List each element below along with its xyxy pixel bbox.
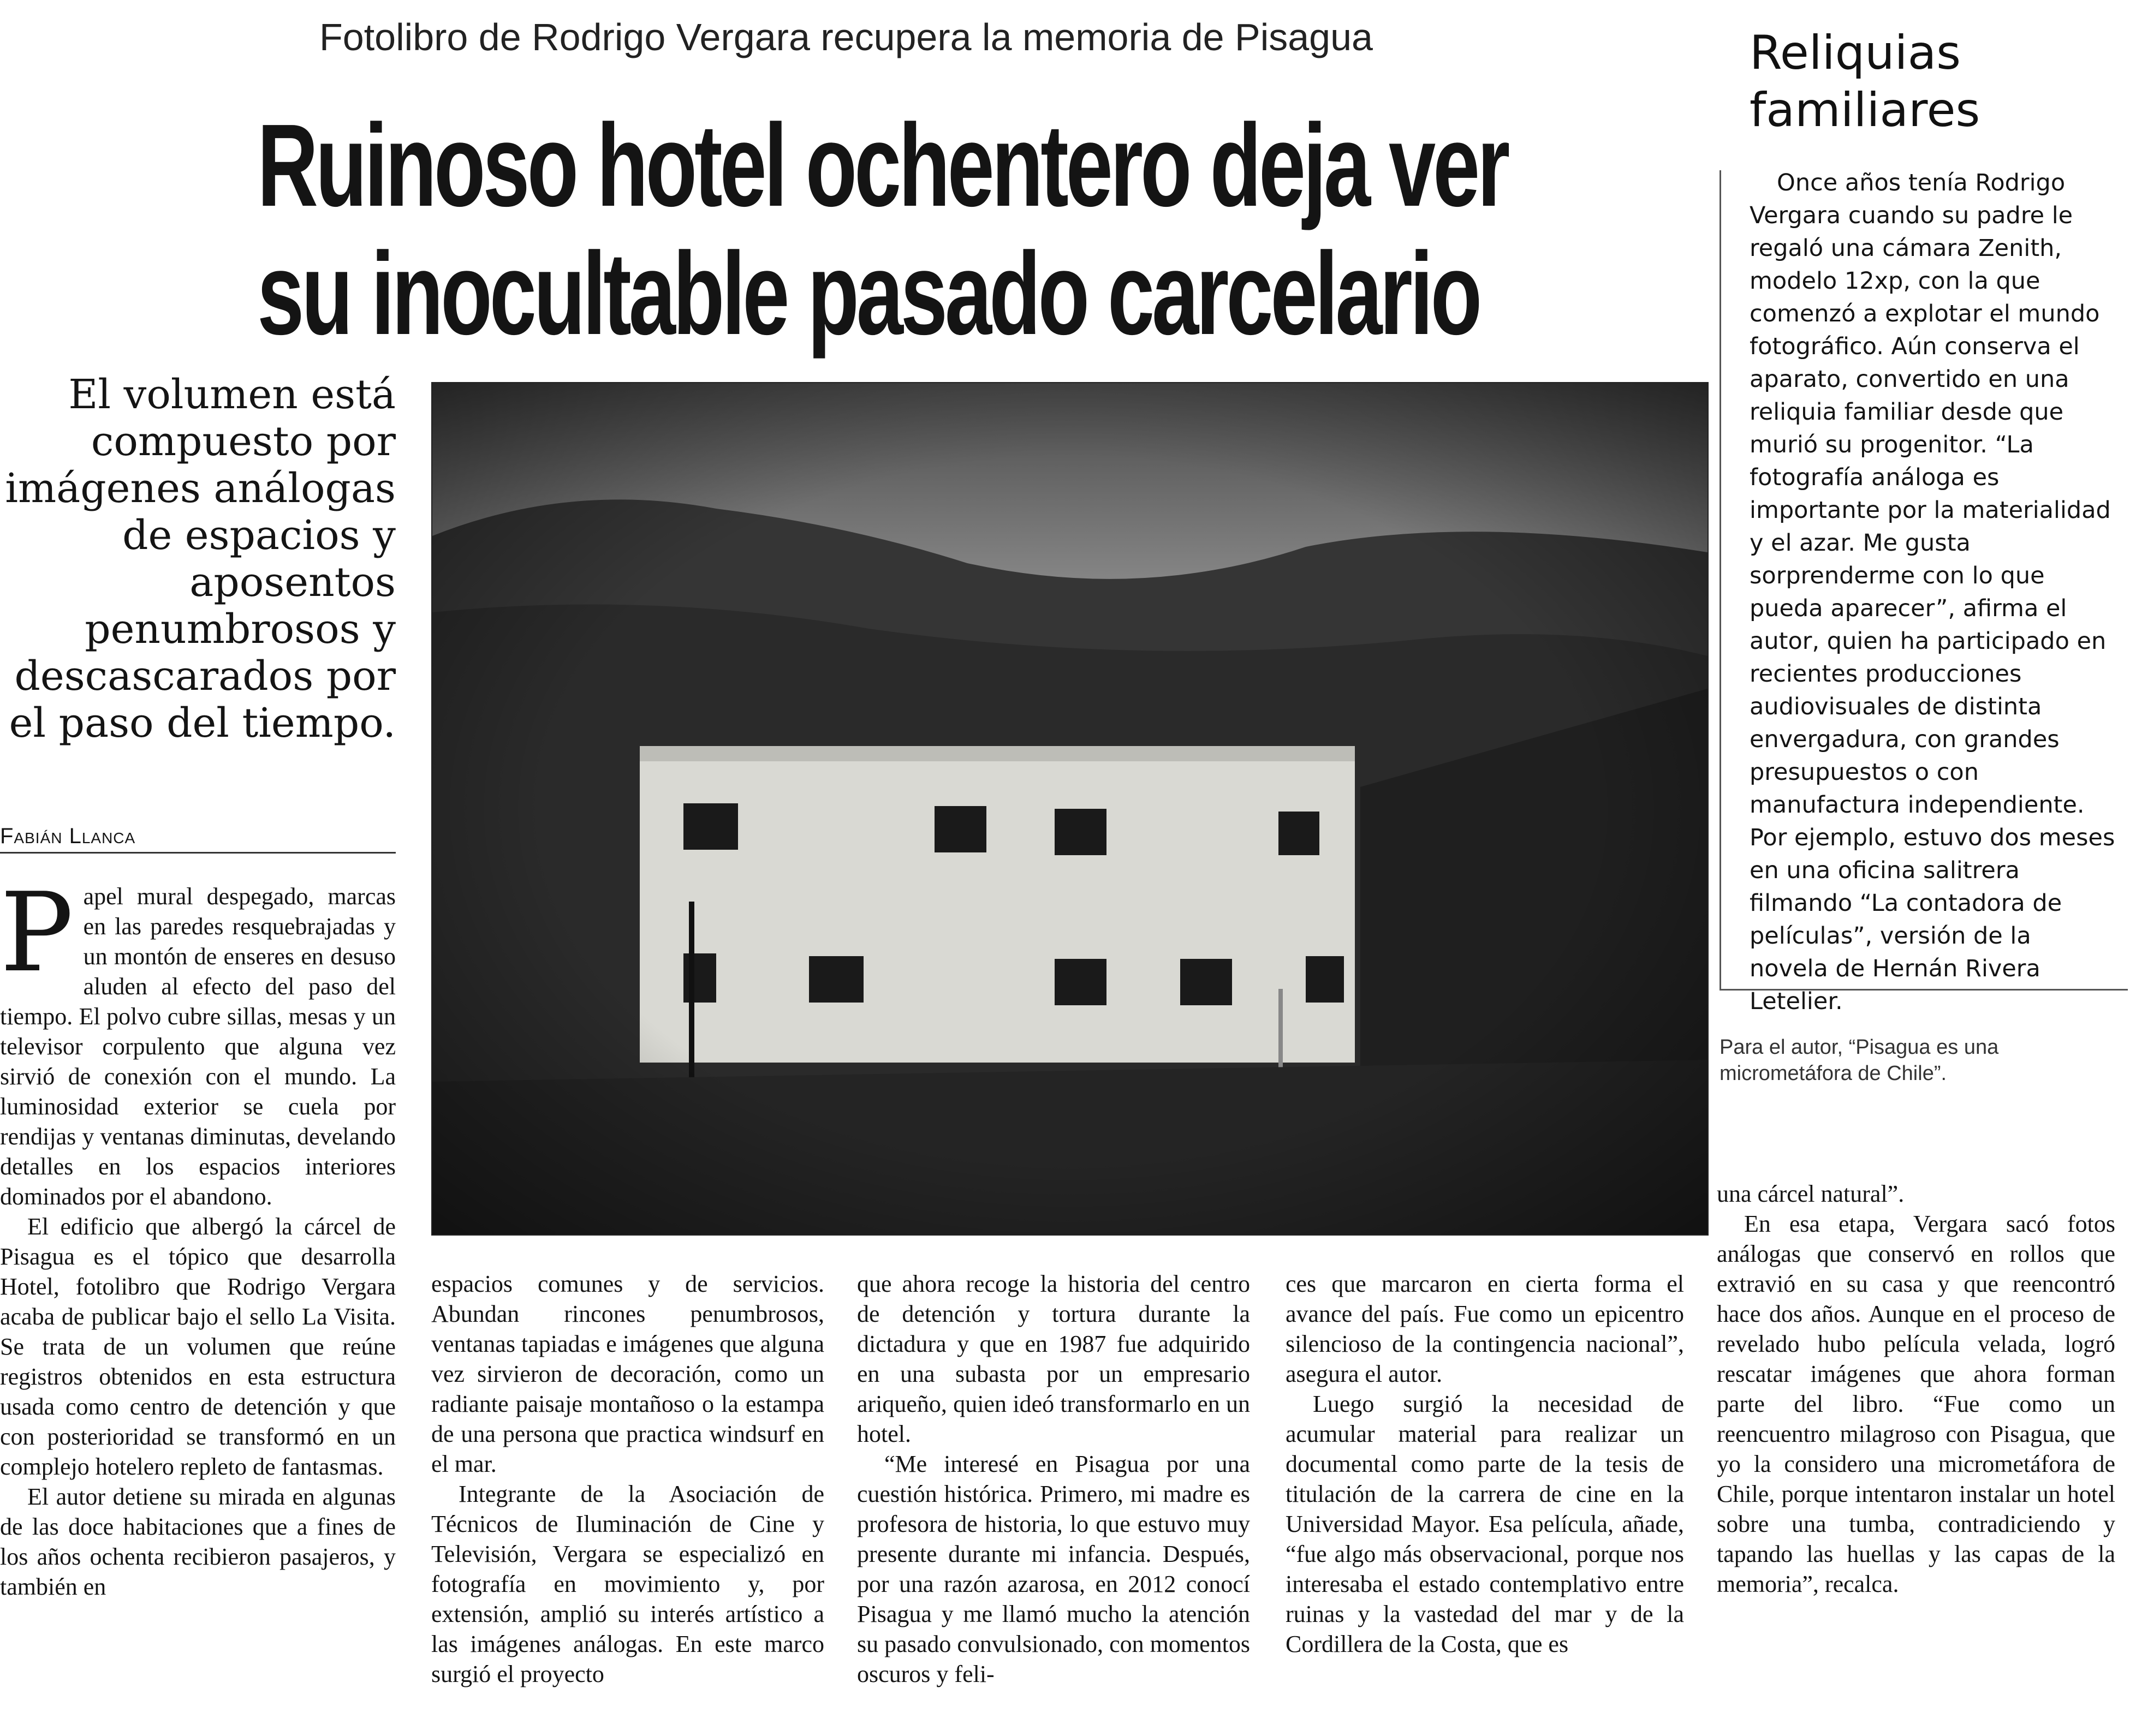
article-column-4 xyxy=(1286,1269,1684,1659)
article-column-3 xyxy=(857,1269,1250,1689)
article-column-1 xyxy=(0,869,396,1602)
article-paragraph: Luego surgió la necesidad de acumular material para realizar un documental como parte de la tesis de titulación de la carrera de cine en la Universidad Mayor. Esa película, añade, “fue algo más observacional, porque nos interesaba el estado contemplativo entre ruinas y la vastedad del mar y de la Cordillera de la Costa, que es xyxy=(1286,1391,1684,1657)
sidebar-title: Reliquias familiares xyxy=(1750,26,1980,138)
article-paragraph: que ahora recoge la historia del centro de detención y tortura durante la dictadura y que en 1987 fue adquirido en una subasta por un empresario ariqueño, quien ideó transformarlo en un hotel. xyxy=(857,1270,1250,1447)
article-column-5 xyxy=(1717,1179,2115,1599)
deck: El volumen está compuesto por imágenes análogas de espacios y aposentos penumbrosos y descascarados por el paso del tiempo. xyxy=(5,371,396,747)
hotel-photo-illustration xyxy=(432,383,1707,1234)
photo-caption: Para el autor, “Pisagua es una micrometáfora de Chile”. xyxy=(1720,1036,1999,1085)
sidebar-text xyxy=(1750,166,2115,1018)
article-paragraph: Integrante de la Asociación de Técnicos de Iluminación de Cine y Televisión, Vergara se especializó en fotografía en movimiento y, por extensión, amplió su interés artístico a las imágenes análogas. En este marco surgió el proyecto xyxy=(431,1481,824,1687)
sidebar-paragraph: Once años tenía Rodrigo Vergara cuando su padre le regaló una cámara Zenith, modelo 12xp, con la que comenzó a explotar el mundo fotográfico. Aún conserva el aparato, convertido en una reliquia familiar desde que murió su progenitor. “La fotografía análoga es importante por la materialidad y el azar. Me gusta sorprenderme con lo que pueda aparecer”, afirma el autor, quien ha participado en recientes producciones audiovisuales de distinta envergadura, con grandes presupuestos o con manufactura independiente. Por ejemplo, estuvo dos meses en una oficina salitrera filmando “La contadora de películas”, versión de la novela de Hernán Rivera Letelier. xyxy=(1750,169,2115,1015)
article-column-2 xyxy=(431,1269,824,1689)
article-paragraph: “Me interesé en Pisagua por una cuestión histórica. Primero, mi madre es profesora de historia, lo que estuvo muy presente durante mi infancia. Después, por una razón azarosa, en 2012 conocí Pisagua y me llamó mucho la atención su pasado convulsionado, con momentos oscuros y feli- xyxy=(857,1451,1250,1687)
article-paragraph: una cárcel natural”. xyxy=(1717,1180,1905,1207)
byline: Fabián Llanca xyxy=(0,824,396,854)
article-paragraph: espacios comunes y de servicios. Abundan rincones penumbrosos, ventanas tapiadas e imágenes que alguna vez sirvieron de decoración, como un radiante paisaje montañoso o la estampa de una persona que practica windsurf en el mar. xyxy=(431,1270,824,1477)
dropcap: P xyxy=(0,869,74,997)
article-paragraph: Papel mural despegado, marcas en las paredes resquebrajadas y un montón de enseres en desuso aluden al efecto del paso del tiempo. El polvo cubre sillas, mesas y un televisor corpulento que alguna vez sirvió de conexión con el mundo. La luminosidad exterior se cuela por rendijas y ventanas diminutas, develando detalles en los espacios interiores dominados por el abandono. xyxy=(0,869,396,1210)
article-paragraph: El edificio que albergó la cárcel de Pisagua es el tópico que desarrolla Hotel, fotolibro que Rodrigo Vergara acaba de publicar bajo el sello La Visita. Se trata de un volumen que reúne registros obtenidos en esta estructura usada como centro de detención y que con posterioridad se transformó en un complejo hotelero repleto de fantasmas. xyxy=(0,1213,396,1480)
article-paragraph: El autor detiene su mirada en algunas de las doce habitaciones que a fines de los años ochenta recibieron pasajeros, y también en xyxy=(0,1483,396,1600)
article-paragraph: En esa etapa, Vergara sacó fotos análogas que conservó en rollos que extravió en su casa y que reencontró hace dos años. Aunque en el proceso de revelado hubo película velada, logró rescatar imágenes que ahora forman parte del libro. “Fue como un reencuentro milagroso con Pisagua, que yo la considero una micrometáfora de Chile, porque intentaron instalar un hotel sobre una tumba, contradiciendo y tapando las huellas y las capas de la memoria”, recalca. xyxy=(1717,1210,2115,1597)
headline-line-2: su inocultable pasado carcelario xyxy=(257,228,1480,359)
article-photo xyxy=(431,382,1709,1236)
headline xyxy=(257,99,1508,359)
kicker: Fotolibro de Rodrigo Vergara recupera la memoria de Pisagua xyxy=(319,16,1373,58)
headline-line-1: Ruinoso hotel ochentero deja ver xyxy=(257,99,1508,231)
article-paragraph: ces que marcaron en cierta forma el avance del país. Fue como un epicentro silencioso de la contingencia nacional”, asegura el autor. xyxy=(1286,1270,1684,1387)
